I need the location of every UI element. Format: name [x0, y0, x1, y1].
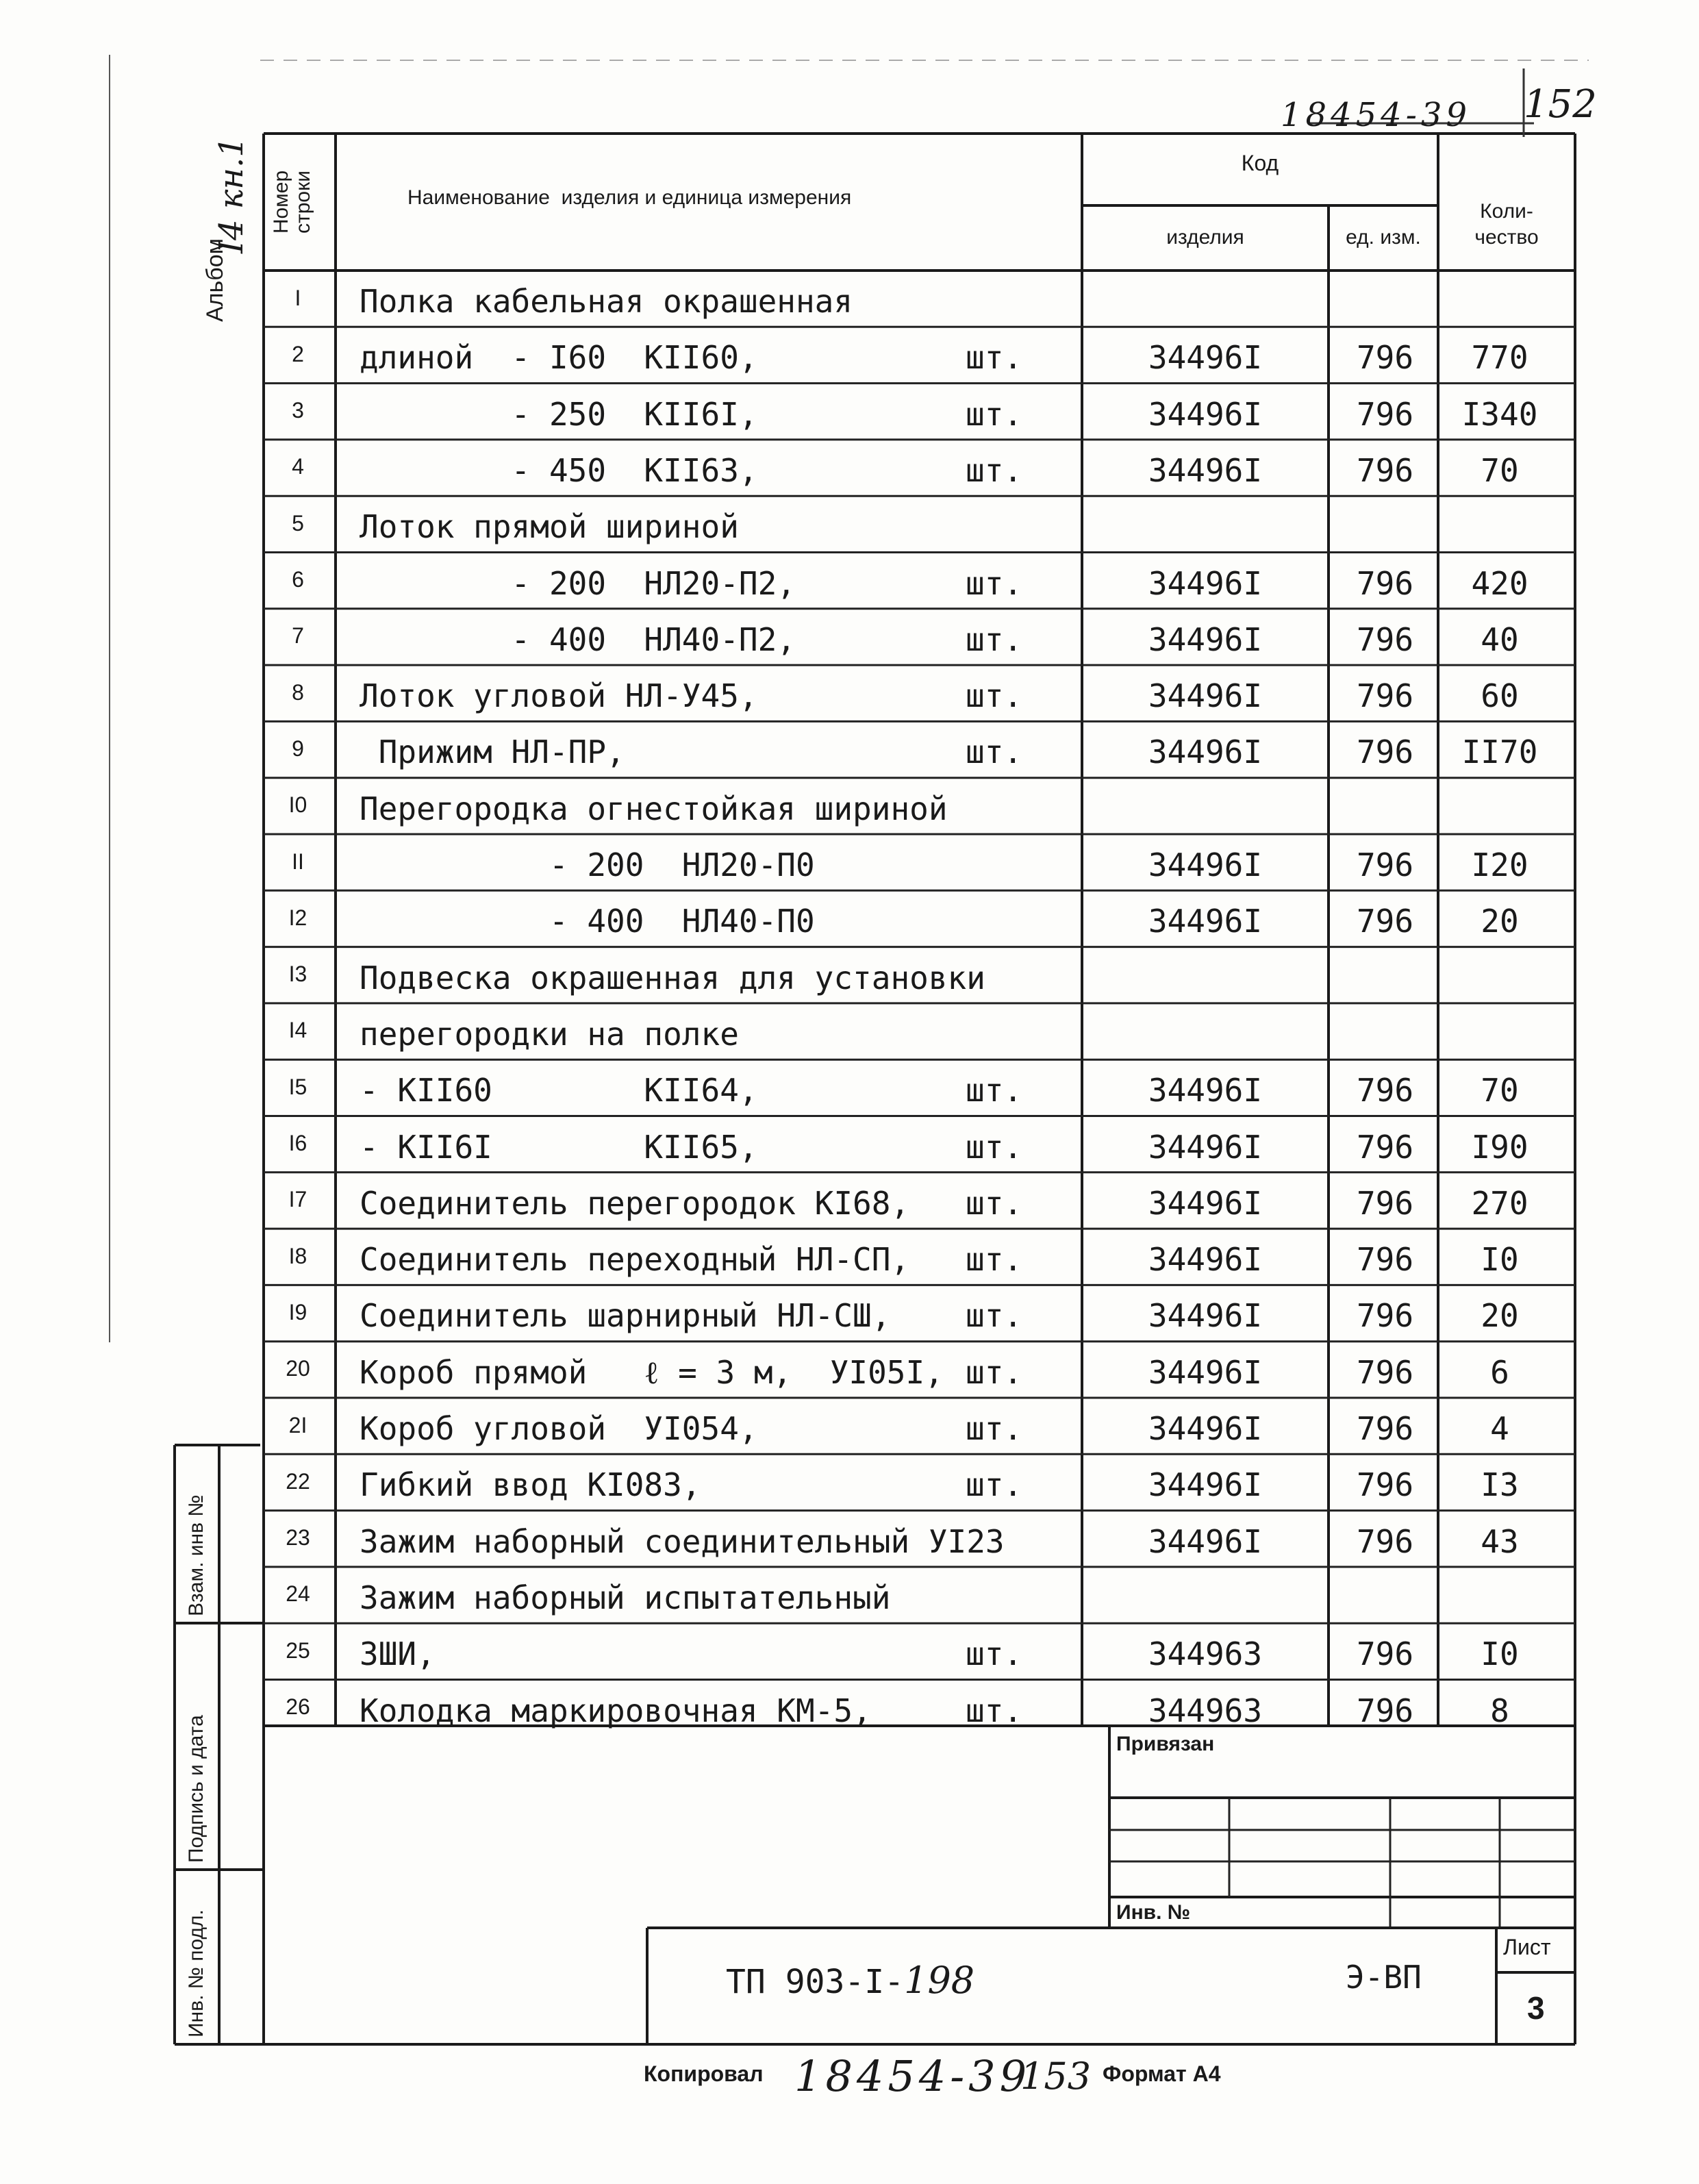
header-name: Наименование изделия и единица измерения [407, 186, 852, 209]
item-unit [966, 496, 1061, 551]
title-sheet-label: Лист [1503, 1935, 1551, 1959]
title-mark: Э-ВП [1346, 1959, 1422, 1996]
unit-code: 796 [1356, 1241, 1414, 1279]
item-unit: шт. [966, 1072, 1023, 1109]
unit-code [1332, 778, 1438, 833]
row-number: 3 [292, 398, 304, 423]
item-quantity [1431, 947, 1568, 1002]
table-row [260, 890, 1575, 945]
item-name: Подвеска окрашенная для установки [360, 959, 985, 996]
item-quantity: 20 [1481, 903, 1519, 940]
unit-code: 796 [1356, 451, 1414, 489]
unit-code: 796 [1356, 1410, 1414, 1447]
item-name: Зажим наборный испытательный [360, 1579, 891, 1616]
item-unit: шт. [966, 1466, 1023, 1504]
item-name: Соединитель шарнирный НЛ-СШ, [360, 1297, 891, 1335]
row-number: I5 [288, 1074, 307, 1099]
unit-code: 796 [1356, 1522, 1414, 1560]
row-number: I [294, 285, 301, 310]
item-unit [966, 834, 1061, 889]
row-number: I8 [288, 1243, 307, 1268]
item-code: 34496I [1148, 564, 1263, 602]
item-unit: шт. [966, 1635, 1023, 1673]
table-row [260, 609, 1575, 664]
item-code: 34496I [1148, 1072, 1263, 1109]
item-name: - 200 НЛ20-П0 [360, 846, 815, 883]
item-name: - КII6I КII65, [360, 1128, 758, 1166]
item-name: - 400 НЛ40-П2, [360, 620, 796, 658]
unit-code: 796 [1356, 1297, 1414, 1335]
item-quantity: 43 [1481, 1522, 1519, 1560]
unit-code: 796 [1356, 1635, 1414, 1673]
unit-code [1332, 1567, 1438, 1622]
top-handwritten-code: 18454-39 [1281, 96, 1471, 134]
table-row [260, 553, 1575, 607]
item-name: Зажим наборный соединительный УI23 [360, 1522, 1005, 1560]
footer-format: Формат А4 [1103, 2061, 1221, 2086]
doc-code-hand: 198 [904, 1959, 975, 2002]
table-row [260, 1511, 1575, 1566]
item-unit: шт. [966, 677, 1023, 715]
album-value: I4 кн.1 [212, 136, 251, 253]
table-row [260, 1567, 1575, 1622]
table-row [260, 1680, 1575, 1735]
item-quantity: I340 [1461, 395, 1538, 433]
table-row [260, 1454, 1575, 1509]
unit-code [1332, 1003, 1438, 1058]
table-row [260, 1172, 1575, 1227]
item-code: 34496I [1148, 1128, 1263, 1166]
item-unit: шт. [966, 1297, 1023, 1335]
row-number: 24 [286, 1581, 310, 1607]
item-name: - 450 КII63, [360, 451, 758, 489]
item-quantity: I0 [1481, 1635, 1519, 1673]
header-code-item: изделия [1166, 226, 1244, 249]
item-unit [966, 1511, 1061, 1566]
item-unit: шт. [966, 451, 1023, 489]
item-code: 34496I [1148, 677, 1263, 715]
item-name: Прижим НЛ-ПР, [360, 733, 625, 771]
item-unit [966, 890, 1061, 945]
unit-code: 796 [1356, 1692, 1414, 1729]
item-unit: шт. [966, 1128, 1023, 1166]
item-code: 34496I [1148, 1410, 1263, 1447]
item-name: - КII60 КII64, [360, 1072, 758, 1109]
unit-code: 796 [1356, 677, 1414, 715]
table-row [260, 1398, 1575, 1453]
item-quantity: I20 [1471, 846, 1528, 883]
item-quantity [1431, 778, 1568, 833]
item-name: Короб прямой ℓ = 3 м, УI05I, [360, 1353, 944, 1391]
table-row [260, 1116, 1575, 1171]
table-row [260, 834, 1575, 889]
unit-code: 796 [1356, 620, 1414, 658]
item-quantity: 40 [1481, 620, 1519, 658]
item-code: 34496I [1148, 1241, 1263, 1279]
unit-code: 796 [1356, 1072, 1414, 1109]
item-quantity: I90 [1471, 1128, 1528, 1166]
item-unit: шт. [966, 564, 1023, 602]
item-quantity [1431, 1003, 1568, 1058]
item-name: Соединитель перегородок КI68, [360, 1184, 910, 1222]
item-name: ЗШИ, [360, 1635, 436, 1673]
item-code: 34496I [1148, 395, 1263, 433]
item-code [1082, 1003, 1329, 1058]
table-row [260, 271, 1575, 325]
item-code: 34496I [1148, 846, 1263, 883]
item-code [1082, 271, 1329, 325]
item-name: Гибкий ввод КI083, [360, 1466, 701, 1504]
row-number: 5 [292, 510, 304, 536]
item-name: Полка кабельная окрашенная [360, 283, 853, 320]
item-code: 34496I [1148, 1353, 1263, 1391]
row-number: 6 [292, 567, 304, 592]
title-privyazan: Привязан [1116, 1733, 1215, 1755]
unit-code: 796 [1356, 339, 1414, 377]
item-unit [966, 1003, 1061, 1058]
table-row [260, 440, 1575, 494]
item-quantity: II70 [1461, 733, 1538, 771]
table-row [260, 496, 1575, 551]
item-code: 344963 [1148, 1635, 1263, 1673]
item-name: Перегородка огнестойкая шириной [360, 790, 948, 827]
item-name: длиной - I60 КII60, [360, 339, 758, 377]
item-code: 34496I [1148, 620, 1263, 658]
row-number: 22 [286, 1468, 310, 1494]
row-number: I7 [288, 1187, 307, 1212]
table-row [260, 384, 1575, 438]
header-code-unit: ед. изм. [1346, 226, 1421, 249]
title-sheet-number: 3 [1527, 1990, 1545, 2026]
item-unit [966, 778, 1061, 833]
item-name: Соединитель переходный НЛ-СП, [360, 1241, 910, 1279]
row-number: 20 [286, 1356, 310, 1381]
item-quantity: 6 [1490, 1353, 1509, 1391]
album-label: Альбом [202, 238, 228, 322]
row-number: I6 [288, 1131, 307, 1155]
item-unit: шт. [966, 1692, 1023, 1729]
item-unit [966, 271, 1061, 325]
table-row [260, 721, 1575, 776]
item-quantity: 270 [1471, 1184, 1528, 1222]
item-quantity: 4 [1490, 1410, 1509, 1447]
table-row [260, 327, 1575, 381]
table-row [260, 947, 1575, 1002]
item-code: 344963 [1148, 1692, 1263, 1729]
footer-hand-code: 18454-39 [794, 2051, 1031, 2101]
item-code [1082, 947, 1329, 1002]
item-name: Колодка маркировочная КМ-5, [360, 1692, 872, 1729]
item-quantity: 770 [1471, 339, 1528, 377]
item-unit: шт. [966, 620, 1023, 658]
unit-code: 796 [1356, 733, 1414, 771]
sheet-corner-number: 152 [1524, 82, 1597, 127]
item-quantity [1431, 496, 1568, 551]
unit-code: 796 [1356, 1353, 1414, 1391]
item-quantity: I0 [1481, 1241, 1519, 1279]
item-unit [966, 1567, 1061, 1622]
item-quantity [1431, 1567, 1568, 1622]
row-number: 8 [292, 679, 304, 705]
row-number: 9 [292, 736, 304, 761]
row-number: I9 [288, 1299, 307, 1325]
item-code [1082, 778, 1329, 833]
item-unit: шт. [966, 733, 1023, 771]
unit-code [1332, 271, 1438, 325]
item-code: 34496I [1148, 1466, 1263, 1504]
stamp-inv-podl: Инв. № подл. [185, 1909, 207, 2037]
item-unit: шт. [966, 339, 1023, 377]
item-code: 34496I [1148, 451, 1263, 489]
row-number: II [292, 849, 304, 874]
unit-code: 796 [1356, 395, 1414, 433]
unit-code [1332, 947, 1438, 1002]
item-unit: шт. [966, 1353, 1023, 1391]
item-code: 34496I [1148, 733, 1263, 771]
stamp-vzam: Взам. инв № [185, 1494, 207, 1616]
item-unit: шт. [966, 1410, 1023, 1447]
title-inv-no: Инв. № [1116, 1901, 1191, 1924]
footer-copied: Копировал [644, 2061, 764, 2086]
unit-code: 796 [1356, 846, 1414, 883]
table-row [260, 1342, 1575, 1396]
unit-code: 796 [1356, 1184, 1414, 1222]
item-unit: шт. [966, 1241, 1023, 1279]
item-code: 34496I [1148, 1522, 1263, 1560]
title-doc-code [726, 1959, 974, 2002]
table-row [260, 778, 1575, 833]
item-quantity: 20 [1481, 1297, 1519, 1335]
row-number: 7 [292, 623, 304, 649]
item-name: перегородки на полке [360, 1015, 739, 1053]
item-quantity: 60 [1481, 677, 1519, 715]
item-code: 34496I [1148, 339, 1263, 377]
unit-code: 796 [1356, 1128, 1414, 1166]
item-name: Короб угловой УI054, [360, 1410, 758, 1447]
row-number: I3 [288, 962, 307, 987]
item-code: 34496I [1148, 903, 1263, 940]
table-row [260, 1229, 1575, 1283]
doc-code-prefix: ТП 903-I- [726, 1963, 905, 2001]
stamp-podpis: Подпись и дата [185, 1715, 207, 1863]
item-quantity: 420 [1471, 564, 1528, 602]
table-row [260, 1623, 1575, 1678]
header-row-num: Номер строки [270, 170, 314, 234]
table-row [260, 1003, 1575, 1058]
table-row [260, 665, 1575, 720]
row-number: I2 [288, 905, 307, 930]
item-quantity: 70 [1481, 1072, 1519, 1109]
item-code [1082, 496, 1329, 551]
item-unit [966, 947, 1061, 1002]
row-number: 2 [292, 341, 304, 366]
table-row [260, 1059, 1575, 1114]
row-number: 4 [292, 454, 304, 479]
header-quantity: Коли- чество [1474, 200, 1539, 249]
item-code: 34496I [1148, 1184, 1263, 1222]
row-number: 25 [286, 1637, 310, 1663]
item-unit: шт. [966, 1184, 1023, 1222]
item-code [1082, 1567, 1329, 1622]
item-name: - 200 НЛ20-П2, [360, 564, 796, 602]
row-number: 2I [288, 1412, 307, 1438]
item-name: - 400 НЛ40-П0 [360, 903, 815, 940]
row-number: 26 [286, 1694, 310, 1719]
item-quantity: 70 [1481, 451, 1519, 489]
row-number: I4 [288, 1018, 307, 1043]
unit-code: 796 [1356, 564, 1414, 602]
footer-hand-number: 153 [1020, 2055, 1092, 2098]
unit-code: 796 [1356, 903, 1414, 940]
item-name: Лоток прямой шириной [360, 508, 739, 546]
item-quantity: 8 [1490, 1692, 1509, 1729]
unit-code [1332, 496, 1438, 551]
item-name: Лоток угловой НЛ-У45, [360, 677, 758, 715]
item-code: 34496I [1148, 1297, 1263, 1335]
row-number: 23 [286, 1525, 310, 1551]
unit-code: 796 [1356, 1466, 1414, 1504]
item-unit: шт. [966, 395, 1023, 433]
item-quantity [1431, 271, 1568, 325]
item-quantity: I3 [1481, 1466, 1519, 1504]
row-number: I0 [288, 792, 307, 818]
table-row [260, 1285, 1575, 1340]
item-name: - 250 КII6I, [360, 395, 758, 433]
header-code: Код [1241, 151, 1279, 175]
